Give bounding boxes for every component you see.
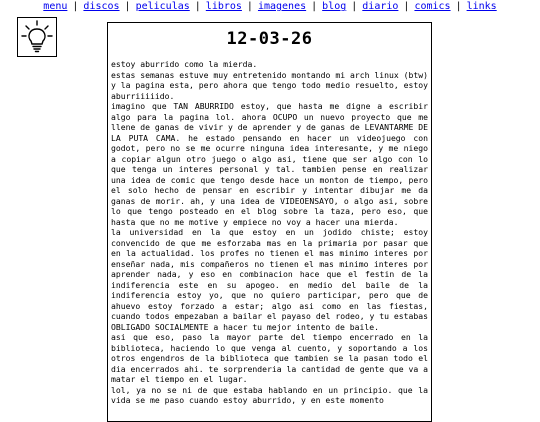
nav-link-menu[interactable]: menu [43, 1, 68, 12]
nav-separator: | [246, 1, 253, 12]
nav-separator: | [194, 1, 201, 12]
nav-separator: | [124, 1, 131, 12]
post-paragraph: la universidad en la que estoy en un jodido chiste; estoy convencido de que me esforzaba mas en la primaria por pasar que en la actualidad. los profes no tienen el mas minimo interes por enseñar nada, mis compañeros no tienen el mas minimo interes por aprender nada, y eso en combinacion hace que el festin de la indiferencia este en su apogeo. en medio del baile de la indiferencia estoy yo, que no quiero participar, pero que de ahuevo estoy forzado a estar; algo asi como en las fiestas, cuando todos empezaban a bailar el payaso del rodeo, y tu estabas OBLIGADO SOCIALMENTE a hacer tu mejor intento de baile. [111, 227, 428, 332]
post-paragraph: lol, ya no se ni de que estaba hablando en un principio. que la vida se me paso cuando estoy aburrido, y en este momento [111, 384, 428, 405]
top-navigation [0, 0, 540, 14]
post-date-title: 12-03-26 [226, 29, 313, 49]
post-paragraph: estas semanas estuve muy entretenido montando mi arch linux (btw) y la pagina esta, pero ahora que tengo todo medio resuelto, estoy aburriiiiido. [111, 69, 428, 101]
nav-separator: | [403, 1, 410, 12]
nav-link-discos[interactable]: discos [83, 1, 120, 12]
nav-separator: | [351, 1, 358, 12]
nav-link-imagenes[interactable]: imagenes [257, 1, 307, 12]
nav-separator: | [72, 1, 79, 12]
nav-separator: | [311, 1, 318, 12]
post-paragraph: estoy aburrido como la mierda. [111, 59, 258, 69]
post-paragraph: asi que eso, paso la mayor parte del tiempo encerrado en la biblioteca, haciendo lo que venga al cuento, y soportando a los otros engendros de la biblioteca que tambien se la pasan todo el dia encerrados ahi. te sorprenderia la cantidad de gente que va a matar el tiempo en el lugar. [111, 332, 428, 384]
nav-link-comics[interactable]: comics [414, 1, 451, 12]
nav-link-libros[interactable]: libros [205, 1, 242, 12]
nav-link-diario[interactable]: diario [362, 1, 399, 12]
post-paragraph: imagino que TAN ABURRIDO estoy, que hasta me digne a escribir algo para la pagina lol. ahora OCUPO un nuevo proyecto que me llene de ganas de vivir y de aprender y de ganas de LEVANTARME DE LA PUTA CAMA. he estado pensando en hacer un videojuego con godot, pero no se me ocurre ninguna idea interesante, y me niego a copiar algun otro juego o algo asi, tiene que ser algo con lo que tenga un interes personal y tal. tambien pense en realizar una idea de comic que tengo desde hace un monton de tiempo, pero el solo hecho de pensar en escribir y intentar dibujar me da ganas de morir. ah, y una idea de VIDEOENSAYO, o algo asi, sobre lo que tengo posteado en el blog sobre la taza, pero eso, que hasta que no me motive y empiece no voy a hacer una mierda. [111, 101, 428, 227]
nav-link-blog[interactable]: blog [322, 1, 347, 12]
nav-link-peliculas[interactable]: peliculas [135, 1, 190, 12]
site-logo[interactable] [17, 17, 57, 57]
post-body [108, 59, 431, 406]
nav-separator: | [455, 1, 462, 12]
blog-post [107, 22, 432, 422]
lightbulb-icon [18, 18, 56, 56]
nav-link-links[interactable]: links [466, 1, 497, 12]
